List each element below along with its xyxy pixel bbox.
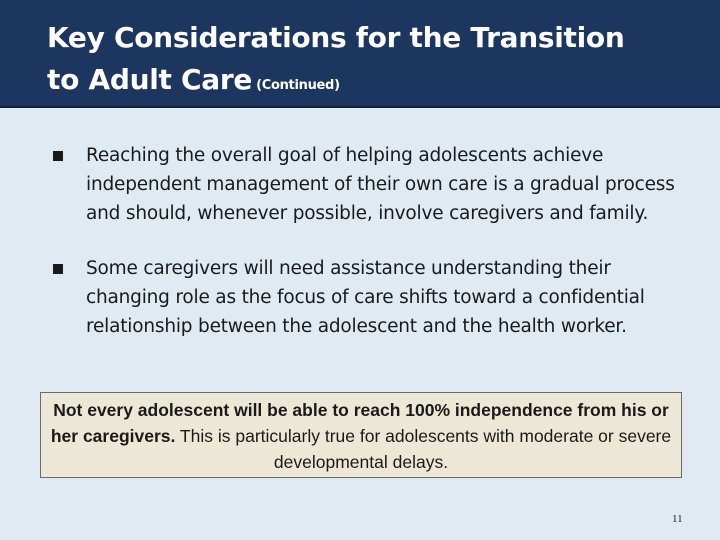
slide-title-suffix: (Continued) [256, 78, 340, 93]
title-bar [0, 0, 720, 108]
callout-normal-text: This is particularly true for adolescents with moderate or severe developmental delays. [175, 426, 672, 472]
slide-title-line-2 [47, 63, 340, 103]
bullet-text: Some caregivers will need assistance understanding their changing role as the focus of care shifts toward a confidential relationship between the adolescent and the health worker. [86, 258, 645, 337]
bullet-item [50, 141, 700, 228]
callout-bold-text: Not every adolescent will be able to reach 100% independence from his or her caregivers. [50, 400, 669, 446]
square-bullet-icon [53, 264, 63, 274]
bullet-list [50, 141, 700, 367]
page-number: 11 [672, 513, 683, 525]
slide-title-line-1: Key Considerations for the Transition [47, 21, 625, 54]
bullet-item [50, 254, 700, 341]
bullet-text: Reaching the overall goal of helping adolescents achieve independent management of their own care is a gradual process and should, whenever possible, involve caregivers and family. [86, 145, 675, 224]
slide-title-text: to Adult Care [47, 63, 253, 96]
square-bullet-icon [53, 151, 63, 161]
callout-box [40, 392, 682, 478]
